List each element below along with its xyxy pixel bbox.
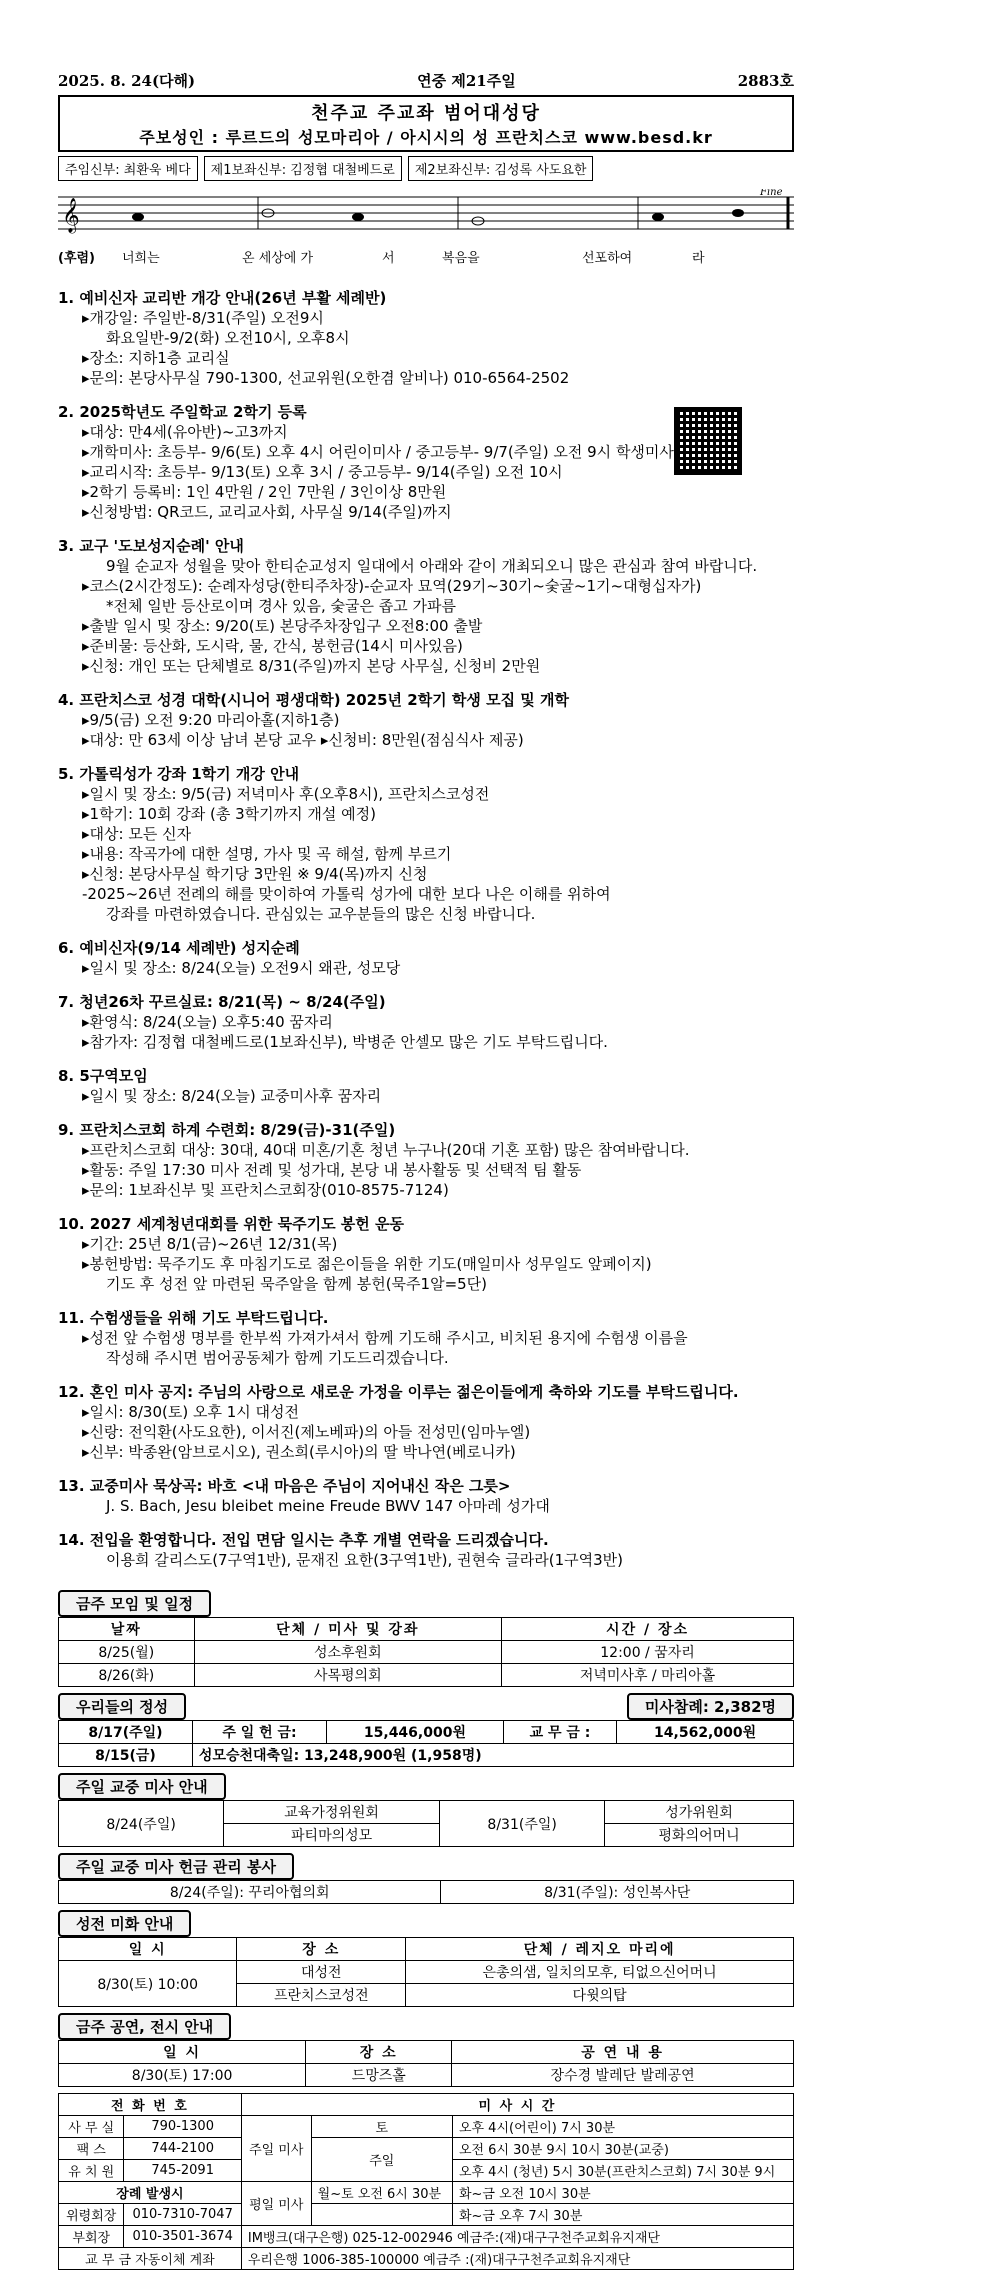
- notice-line: ▸일시 및 장소: 8/24(오늘) 교중미사후 꿈자리: [82, 1087, 382, 1105]
- cell: 평일 미사: [241, 2182, 311, 2226]
- col-header: 일 시: [59, 1938, 237, 1961]
- notice-item: [58, 1476, 794, 1516]
- cell: 토: [311, 2116, 452, 2138]
- hymn-staff: [58, 189, 794, 249]
- lyric: 서: [382, 251, 395, 266]
- assistant-2: 제2보좌신부: 김성록 사도요한: [408, 156, 594, 181]
- offering-header: 우리들의 정성: [58, 1693, 186, 1720]
- notice-title: 7. 청년26차 꾸르실료: 8/21(목) ~ 8/24(주일): [58, 993, 386, 1011]
- lyric: 라: [692, 251, 705, 266]
- notice-item: [58, 690, 794, 750]
- notice-line: ▸기간: 25년 8/1(금)~26년 12/31(목): [82, 1235, 338, 1253]
- notice-line: ▸프란치스코회 대상: 30대, 40대 미혼/기혼 청년 누구나(20대 기혼 포함) 많은 참여바랍니다.: [82, 1141, 690, 1159]
- cell: 오전 6시 30분 9시 10시 30분(교중): [452, 2138, 793, 2160]
- cell: 장수경 발레단 발레공연: [452, 2064, 794, 2087]
- notice-line: ▸대상: 만 63세 이상 남녀 본당 교우 ▸신청비: 8만원(점심식사 제공): [82, 731, 524, 749]
- notice-title: 8. 5구역모임: [58, 1067, 148, 1085]
- music-staff-icon: [58, 189, 794, 239]
- notice-line: ▸내용: 작곡가에 대한 설명, 가사 및 곡 해설, 함께 부르기: [82, 845, 452, 863]
- notice-line: ▸일시: 8/30(토) 오후 1시 대성전: [82, 1403, 299, 1421]
- weekly-header: 금주 모임 및 일정: [58, 1590, 211, 1617]
- notice-line: ▸환영식: 8/24(오늘) 오후5:40 꿈자리: [82, 1013, 333, 1031]
- liturgy: 연중 제21주일: [417, 72, 516, 90]
- cell: 교 무 금 자동이체 계좌: [59, 2248, 242, 2270]
- cell: 8/25(월): [59, 1641, 195, 1664]
- notice-line: ▸대상: 만4세(유아반)~고3까지: [82, 423, 288, 441]
- cell: 745-2091: [124, 2160, 241, 2182]
- notice-item: [58, 1120, 794, 1200]
- cell: 8/24(주일): [59, 1801, 224, 1847]
- perform-table: [58, 2040, 794, 2087]
- notice-line: *전체 일반 등산로이며 경사 있음, 숯굴은 좁고 가파름: [106, 597, 456, 615]
- col-header: 시간 / 장소: [502, 1618, 794, 1641]
- notice-item: [58, 536, 794, 676]
- header-line: [58, 70, 794, 91]
- lyric: 복음을: [442, 251, 480, 266]
- notice-line: ▸일시 및 장소: 8/24(오늘) 오전9시 왜관, 성모당: [82, 959, 401, 977]
- col-header: 장 소: [237, 1938, 406, 1961]
- notice-line: ▸활동: 주일 17:30 미사 전례 및 성가대, 본당 내 봉사활동 및 선택적 팀 활동: [82, 1161, 582, 1179]
- notice-item: [58, 1308, 794, 1368]
- cell: 팩 스: [59, 2138, 124, 2160]
- cell: 12:00 / 꿈자리: [502, 1641, 794, 1664]
- notice-title: 13. 교중미사 묵상곡: 바흐 <내 마음은 주님이 지어내신 작은 그릇>: [58, 1477, 511, 1495]
- cell: 주 일 헌 금:: [192, 1721, 326, 1744]
- notice-title: 4. 프란치스코 성경 대학(시니어 평생대학) 2025년 2학기 학생 모집 및 개학: [58, 691, 569, 709]
- notice-line: ▸교리시작: 초등부- 9/13(토) 오후 3시 / 중고등부- 9/14(주일) 오전 10시: [82, 463, 563, 481]
- cell: 010-7310-7047: [124, 2204, 241, 2226]
- date: 2025. 8. 24(다해): [58, 72, 196, 90]
- notice-line: ▸신청: 본당사무실 학기당 3만원 ※ 9/4(목)까지 신청: [82, 865, 428, 883]
- notice-line: -2025~26년 전례의 해를 맞이하여 가톨릭 성가에 대한 보다 나은 이해를 위하여: [82, 885, 611, 903]
- notice-line: ▸신부: 박종완(암브로시오), 권소희(루시아)의 딸 박나연(베로니카): [82, 1443, 516, 1461]
- notice-line: 이용희 갈리스도(7구역1반), 문재진 요한(3구역1반), 권현숙 글라라(1구역3반): [106, 1551, 623, 1569]
- lyric: 온 세상에 가: [242, 251, 314, 266]
- cell: 오후 4시 (청년) 5시 30분(프란치스코회) 7시 30분 9시: [452, 2160, 793, 2182]
- notice-line: ▸문의: 1보좌신부 및 프란치스코회장(010-8575-7124): [82, 1181, 449, 1199]
- service-table: [58, 1800, 794, 1847]
- cell: 오후 4시(어린이) 7시 30분: [452, 2116, 793, 2138]
- notice-line: ▸출발 일시 및 장소: 9/20(토) 본당주차장입구 오전8:00 출발: [82, 617, 483, 635]
- col-header: 공 연 내 용: [452, 2041, 794, 2064]
- notice-line: ▸장소: 지하1층 교리실: [82, 349, 230, 367]
- cell: 교 무 금 :: [503, 1721, 616, 1744]
- assistant-1: 제1보좌신부: 김정협 대철베드로: [204, 156, 402, 181]
- lyric: 선포하여: [582, 251, 633, 266]
- notice-line: 9월 순교자 성월을 맞아 한티순교성지 일대에서 아래와 같이 개최되오니 많은 관심과 참여 바랍니다.: [106, 557, 758, 575]
- cell: 15,446,000원: [327, 1721, 504, 1744]
- notice-line: ▸코스(2시간정도): 순례자성당(한티주차장)-순교자 묘역(29기~30기~숯굴~1기~대형십자가): [82, 577, 702, 595]
- cell: 8/31(주일): 성인복사단: [441, 1881, 794, 1904]
- notice-title: 10. 2027 세계청년대회를 위한 묵주기도 봉헌 운동: [58, 1215, 404, 1233]
- cell: 744-2100: [124, 2138, 241, 2160]
- svg-text:𝄞: 𝄞: [62, 198, 80, 233]
- cell: 성모승천대축일: 13,248,900원 (1,958명): [192, 1744, 793, 1767]
- qr-code-icon[interactable]: [674, 407, 742, 475]
- notice-title: 12. 혼인 미사 공지: 주님의 사랑으로 새로운 가정을 이루는 젊은이들에게 축하와 기도를 부탁드립니다.: [58, 1383, 739, 1401]
- patrons: 주보성인 : 루르드의 성모마리아 / 아시시의 성 프란치스코 www.besd.kr: [139, 128, 713, 147]
- notice-line: ▸일시 및 장소: 9/5(금) 저녁미사 후(오후8시), 프란치스코성전: [82, 785, 490, 803]
- cell: 드망즈홀: [306, 2064, 452, 2087]
- cell: 대성전: [237, 1961, 406, 1984]
- cell: 14,562,000원: [617, 1721, 794, 1744]
- offering-table: [58, 1720, 794, 1767]
- cell: 사 무 실: [59, 2116, 124, 2138]
- notice-item: [58, 288, 794, 388]
- notice-line: ▸2학기 등록비: 1인 4만원 / 2인 7만원 / 3인이상 8만원: [82, 483, 447, 501]
- notice-line: 강좌를 마련하였습니다. 관심있는 교우분들의 많은 신청 바랍니다.: [106, 905, 536, 923]
- phones-header: 전 화 번 호: [59, 2094, 242, 2116]
- notice-item: [58, 1066, 794, 1106]
- decor-header: 성전 미화 안내: [58, 1910, 191, 1937]
- cell: 8/15(금): [59, 1744, 193, 1767]
- notice-item: [58, 1382, 794, 1462]
- cell: 파티마의성모: [224, 1824, 440, 1847]
- notice-line: ▸신청방법: QR코드, 교리교사회, 사무실 9/14(주일)까지: [82, 503, 452, 521]
- church-name: 천주교 주교좌 범어대성당: [311, 103, 541, 124]
- cell: 010-3501-3674: [124, 2226, 241, 2248]
- cell: 사목평의회: [194, 1664, 502, 1687]
- cell: 8/17(주일): [59, 1721, 193, 1744]
- notice-line: ▸준비물: 등산화, 도시락, 물, 간식, 봉헌금(14시 미사있음): [82, 637, 463, 655]
- hymn-lyrics: [58, 247, 794, 266]
- notice-line: ▸성전 앞 수험생 명부를 한부씩 가져가셔서 함께 기도해 주시고, 비치된 용지에 수험생 이름을: [82, 1329, 688, 1347]
- notice-title: 11. 수험생들을 위해 기도 부탁드립니다.: [58, 1309, 329, 1327]
- notice-line: 작성해 주시면 범어공동체가 함께 기도드리겠습니다.: [106, 1349, 449, 1367]
- cell: 주일: [311, 2138, 452, 2182]
- col-header: 날짜: [59, 1618, 195, 1641]
- cell: 평화의어머니: [605, 1824, 794, 1847]
- cell: 은총의샘, 일치의모후, 티없으신어머니: [406, 1961, 794, 1984]
- notice-title: 6. 예비신자(9/14 세례반) 성지순례: [58, 939, 300, 957]
- cell: 8/30(토) 17:00: [59, 2064, 306, 2087]
- mass-header: 미 사 시 간: [241, 2094, 793, 2116]
- notice-item: [58, 938, 794, 978]
- offering-headers: [58, 1687, 794, 1720]
- bulletin: [58, 70, 794, 2270]
- cell: 월~토 오전 6시 30분: [311, 2182, 452, 2204]
- notice-line: ▸1학기: 10회 강좌 (총 3학기까지 개설 예정): [82, 805, 376, 823]
- cell: 주일 미사: [241, 2116, 311, 2182]
- notice-item: [58, 764, 794, 924]
- cell: 우리은행 1006-385-100000 예금주 :(재)대구구천주교회유지재단: [241, 2248, 793, 2270]
- notice-line: ▸대상: 모든 신자: [82, 825, 192, 843]
- cell: IM뱅크(대구은행) 025-12-002946 예금주:(재)대구구천주교회유지재단: [241, 2226, 793, 2248]
- cell: 다윗의탑: [406, 1984, 794, 2007]
- weekly-table: [58, 1617, 794, 1687]
- attendance: 미사참례: 2,382명: [627, 1693, 794, 1720]
- notice-line: ▸봉헌방법: 묵주기도 후 마침기도로 젊은이들을 위한 기도(매일미사 성무일도 앞페이지): [82, 1255, 652, 1273]
- cell: 790-1300: [124, 2116, 241, 2138]
- cell: 장례 발생시: [59, 2182, 242, 2204]
- pastors: [58, 156, 794, 181]
- notice-line: ▸개강일: 주일반-8/31(주일) 오전9시: [82, 309, 324, 327]
- notice-line: ▸참가자: 김정협 대철베드로(1보좌신부), 박병준 안셀모 많은 기도 부탁드립니다.: [82, 1033, 608, 1051]
- notice-item: [58, 992, 794, 1052]
- notice-line: J. S. Bach, Jesu bleibet meine Freude BWV 147 아마레 성가대: [106, 1497, 550, 1515]
- notice-title: 9. 프란치스코회 하계 수련회: 8/29(금)-31(주일): [58, 1121, 396, 1139]
- cell: 화~금 오후 7시 30분: [452, 2204, 793, 2226]
- lyric: 너희는: [122, 251, 160, 266]
- cell: 부회장: [59, 2226, 124, 2248]
- cell: 성가위원회: [605, 1801, 794, 1824]
- notice-line: ▸문의: 본당사무실 790-1300, 선교위원(오한겸 알비나) 010-6564-2502: [82, 369, 570, 387]
- info-table: [58, 2093, 794, 2270]
- issue-number: 2883호: [737, 72, 794, 90]
- notice-item: [58, 1214, 794, 1294]
- service-header: 주일 교중 미사 안내: [58, 1773, 226, 1800]
- cell: 8/31(주일): [440, 1801, 605, 1847]
- notice-line: 기도 후 성전 앞 마련된 묵주알을 함께 봉헌(묵주1알=5단): [106, 1275, 488, 1293]
- notice-title: 1. 예비신자 교리반 개강 안내(26년 부활 세례반): [58, 289, 387, 307]
- cell: 8/26(화): [59, 1664, 195, 1687]
- cell: 8/24(주일): 꾸리아협의회: [59, 1881, 441, 1904]
- cell: 성소후원회: [194, 1641, 502, 1664]
- notice-line: ▸9/5(금) 오전 9:20 마리아홀(지하1층): [82, 711, 340, 729]
- notice-title: 3. 교구 '도보성지순례' 안내: [58, 537, 244, 555]
- decor-table: [58, 1937, 794, 2007]
- cell: 교육가정위원회: [224, 1801, 440, 1824]
- col-header: 장 소: [306, 2041, 452, 2064]
- col-header: 일 시: [59, 2041, 306, 2064]
- cell: 8/30(토) 10:00: [59, 1961, 237, 2007]
- col-header: 단체 / 레지오 마리에: [406, 1938, 794, 1961]
- perform-header: 금주 공연, 전시 안내: [58, 2013, 231, 2040]
- notice-line: ▸신청: 개인 또는 단체별로 8/31(주일)까지 본당 사무실, 신청비 2만원: [82, 657, 541, 675]
- cell: 화~금 오전 10시 30분: [452, 2182, 793, 2204]
- cell: 유 치 원: [59, 2160, 124, 2182]
- cell: 저녁미사후 / 마리아홀: [502, 1664, 794, 1687]
- notice-title: 2. 2025학년도 주일학교 2학기 등록: [58, 403, 307, 421]
- svg-text:Fine: Fine: [760, 189, 783, 198]
- cell: 위령회장: [59, 2204, 124, 2226]
- notice-line: ▸신랑: 전익환(사도요한), 이서진(제노베파)의 아들 전성민(임마누엘): [82, 1423, 531, 1441]
- cell: 프란치스코성전: [237, 1984, 406, 2007]
- notices: [58, 288, 794, 1570]
- notice-line: 화요일반-9/2(화) 오전10시, 오후8시: [106, 329, 350, 347]
- notice-title: 5. 가톨릭성가 강좌 1학기 개강 안내: [58, 765, 300, 783]
- refrain-label: (후렴): [58, 251, 95, 266]
- notice-title: 14. 전입을 환영합니다. 전입 면담 일시는 추후 개별 연락을 드리겠습니다.: [58, 1531, 549, 1549]
- col-header: 단체 / 미사 및 강좌: [194, 1618, 502, 1641]
- title-box: [58, 95, 794, 152]
- notice-item: [58, 1530, 794, 1570]
- notice-line: ▸개학미사: 초등부- 9/6(토) 오후 4시 어린이미사 / 중고등부- 9/7(주일) 오전 9시 학생미사: [82, 443, 674, 461]
- pastor: 주임신부: 최환욱 베다: [58, 156, 198, 181]
- cash-header: 주일 교중 미사 헌금 관리 봉사: [58, 1853, 294, 1880]
- cash-table: [58, 1880, 794, 1904]
